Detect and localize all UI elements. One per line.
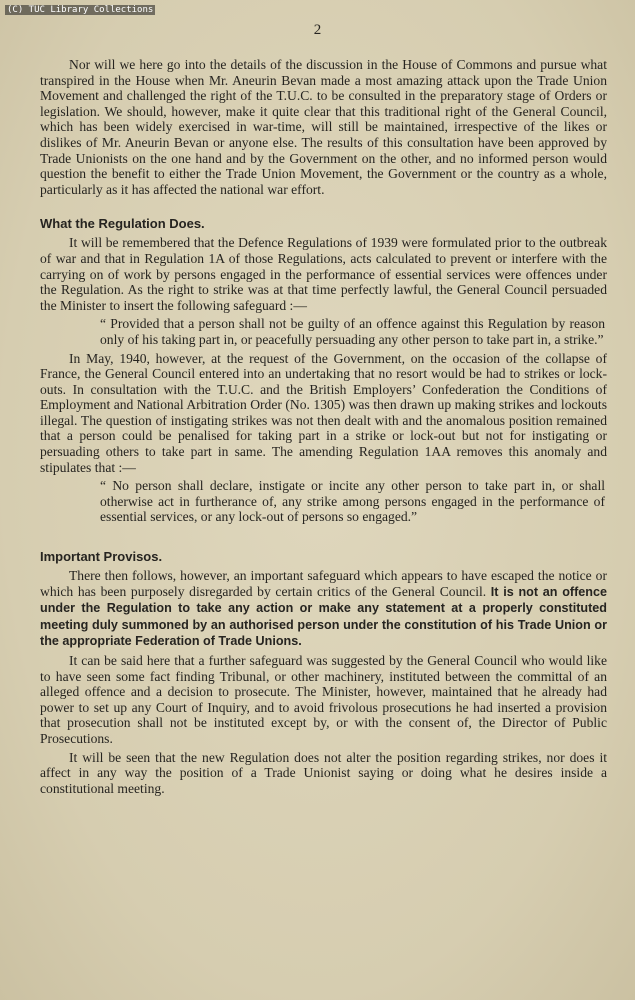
paragraph (40, 568, 607, 650)
paragraph: In May, 1940, however, at the request of the Government, on the occasion of the collapse of France, the General Council entered into an undertaking that no resort would be had to strikes or lock-outs. In consultation with the T.U.C. and the British Employers’ Confederation the Conditions of Employment and National Arbitration Order (No. 1305) was then drawn up making strikes and lockouts illegal. The question of instigating strikes was not then dealt with and the anomalous position remained that a person could be penalised for taking part in a strike or lock-out but not for instigating or persuading others to take part in same. The amending Regulation 1AA removes this anomaly and stipulates that :— (40, 350, 607, 475)
paragraph: Nor will we here go into the details of the discussion in the House of Commons and pursue what transpired in the House when Mr. Aneurin Bevan made a most amazing attack upon the Trade Union Movement and challenged the right of the T.U.C. to be consulted in the preparatory stage of Orders or legislation. We should, however, make it quite clear that this traditional right of the General Council, which has been widely exercised in war-time, will still be maintained, irrespective of the likes or dislikes of Mr. Aneurin Bevan or anyone else. The results of this consultation have been approved by Trade Unionists on the one hand and by the Government on the other, and no informed person would question the benefit to either the Trade Union Movement, the Government or the country as a whole, particularly as it has affected the national war effort. (40, 57, 607, 197)
watermark: (C) TUC Library Collections (7, 5, 154, 15)
quoted-regulation: “ No person shall declare, instigate or incite any other person to take part in, or shall otherwise act in furtherance of, any strike among persons engaged in the performance of essential services, or any lock-out of persons so engaged.” (100, 478, 605, 525)
paragraph: It will be remembered that the Defence Regulations of 1939 were formulated prior to the outbreak of war and that in Regulation 1A of those Regulations, acts calculated to prevent or interfere with the carrying on of work by persons engaged in the performance of essential services were offences under the Regulation. As the right to strike was at that time perfectly lawful, the General Council persuaded the Minister to insert the following safeguard :— (40, 235, 607, 313)
document-body (40, 57, 607, 796)
page-number: 2 (313, 22, 322, 38)
section-heading: What the Regulation Does. (40, 216, 205, 232)
emphasized-text: It is not an offence under the Regulation to take any action or make any statement at a properly constituted meeting duly summoned by an authorised person under the constitution of his Trade Union or the appropriate Federation of Trade Unions. (40, 584, 607, 649)
section-heading: Important Provisos. (40, 549, 163, 565)
paragraph-text: There then follows, however, an important safeguard which appears to have escaped the notice or which has been purposely disregarded by certain critics of the General Council. (40, 568, 607, 599)
quoted-regulation: “ Provided that a person shall not be guilty of an offence against this Regulation by reason only of his taking part in, or peacefully persuading any other person to take part in, a strike.” (100, 316, 605, 347)
paragraph: It can be said here that a further safeguard was suggested by the General Council who would like to have seen some fact finding Tribunal, or other machinery, instituted between the committal of an alleged offence and a decision to prosecute. The Minister, however, maintained that he already had power to set up any Court of Inquiry, and to avoid frivolous prosecutions he had inserted a provision that prosecution shall not be instituted except by, or with the consent of, the Director of Public Prosecutions. (40, 653, 607, 746)
paragraph: It will be seen that the new Regulation does not alter the position regarding strikes, nor does it affect in any way the position of a Trade Unionist saying or doing what he desires inside a constitutional meeting. (40, 749, 607, 796)
